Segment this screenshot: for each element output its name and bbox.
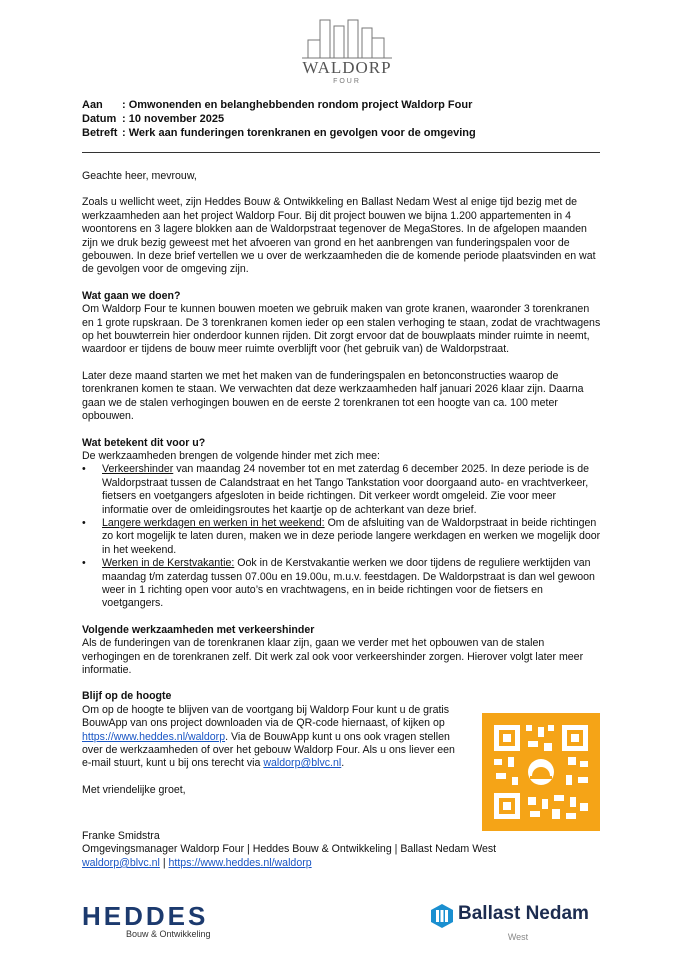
bouwapp-qr-code[interactable] [482, 713, 600, 831]
hinder-list [82, 463, 602, 610]
signature-email-link[interactable]: waldorp@blvc.nl [82, 856, 160, 869]
waldorp-four-logo [294, 18, 400, 90]
logo-subtitle: FOUR [333, 78, 361, 85]
header-value: : Omwonenden en belanghebbenden rondom project Waldorp Four [122, 99, 473, 111]
signatory-name: Franke Smidstra [82, 830, 160, 842]
contact-separator: | [159, 856, 169, 869]
heddes-wordmark: HEDDES [82, 901, 209, 931]
section-title-blijf-op-de-hoogte: Blijf op de hoogte [82, 690, 172, 703]
section-title-volgende-werkzaamheden: Volgende werkzaamheden met verkeershinder [82, 623, 315, 636]
header-row-aan [82, 98, 476, 112]
header-row-betreft [82, 126, 476, 140]
section-title-wat-gaan-we-doen: Wat gaan we doen? [82, 289, 181, 302]
list-item [102, 557, 602, 611]
salutation: Geachte heer, mevrouw, [82, 170, 197, 182]
list-item-text: Om de afsluiting van de Waldorpstraat in beide richtingen zo kort mogelijk te laten duren, maken we in deze periode langere werkdagen en werken we mogelijk door in het weekend. [102, 516, 601, 556]
section-intro: De werkzaamheden brengen de volgende hinder met zich mee: [82, 449, 380, 462]
logo-wordmark: WALDORP [302, 58, 392, 77]
list-item-text: Ook in de Kerstvakantie werken we door tijdens de reguliere werktijden van maandag t/m zaterdag tussen 07.00u en 19.00u, m.u.v. feestdagen. De Waldorpstraat is dan wel gewoon weer in 1 richting open voor auto’s en vrachtwagens, en in beide richtingen voor de fietsers en voetgangers. [102, 557, 595, 610]
list-item-label: Langere werkdagen en werken in het weekend: [102, 516, 325, 529]
signatory-role: Omgevingsmanager Waldorp Four | Heddes Bouw & Ontwikkeling | Ballast Nedam West [82, 843, 497, 856]
intro-paragraph: Zoals u wellicht weet, zijn Heddes Bouw & Ontwikkeling en Ballast Nedam West al enige tijd bezig met de werkzaamheden aan het project Waldorp Four. Bij dit project bouwen we bijna 1.200 appartementen in 4 woontorens en 3 lagere blokken aan de Waldorpstraat tegenover de MegaStores. In de afgelopen maanden zijn we druk bezig geweest met het afvoeren van grond en het aanbrengen van funderingspalen voor de gebouwen. In deze brief vertellen we u over de werkzaamheden die de komende periode plaatsvinden en wat de gevolgen voor de omgeving zijn. [82, 196, 596, 276]
bouwapp-text: . [341, 757, 345, 770]
list-item-label: Werken in de Kerstvakantie: [102, 557, 235, 570]
list-item [102, 517, 602, 557]
bouwapp-text: . Via de BouwApp kunt u ons ook vragen stellen over de werkzaamheden of over het gebouw Waldorp Four. Als u ons liever een e-mail stuurt, kunt u bij ons terecht via [82, 730, 455, 770]
letter-header [82, 98, 476, 140]
buildings-icon [294, 18, 400, 60]
heddes-subtitle: Bouw & Ontwikkeling [126, 929, 211, 939]
closing: Met vriendelijke groet, [82, 783, 186, 796]
header-divider [82, 152, 600, 153]
signature-block [82, 830, 496, 870]
website-link[interactable]: https://www.heddes.nl/waldorp [82, 730, 226, 743]
ballast-shield-icon [430, 903, 454, 929]
email-link[interactable]: waldorp@blvc.nl [263, 757, 342, 770]
header-value: : 10 november 2025 [122, 113, 225, 125]
list-item [102, 463, 602, 517]
section-title-wat-betekent-dit: Wat betekent dit voor u? [82, 436, 206, 449]
bouwapp-paragraph [82, 704, 462, 771]
heddes-logo [82, 903, 211, 939]
section-paragraph: Als de funderingen van de torenkranen klaar zijn, gaan we verder met het opbouwen van de stalen verhogingen en de torenkranen zelf. Dit werk zal ook voor verkeershinder zorgen. Hierover volgt later meer informatie. [82, 637, 584, 676]
qr-code-icon [482, 713, 600, 831]
section-paragraph: Om Waldorp Four te kunnen bouwen moeten we gebruik maken van grote kranen, waaronder 3 torenkranen en 1 grote rupskraan. De 3 torenkranen komen ieder op een stalen verhoging te staan, zodat de vrachtwagens op het bouwterrein hier onderdoor kunnen rijden. Dit zorgt ervoor dat de bouwplaats minder ruimte in neemt, waardoor er tijdens de bouw meer ruimte overblijft voor (het gebruik van) de Waldorpstraat. [82, 303, 601, 356]
signature-contacts [82, 857, 496, 870]
signature-website-link[interactable]: https://www.heddes.nl/waldorp [168, 856, 312, 869]
list-item-label: Verkeershinder [102, 463, 174, 476]
list-item-text: van maandag 24 november tot en met zaterdag 6 december 2025. In deze periode is de Waldorpstraat tussen de Calandstraat en het Tango Tankstation voor doorgaand auto- en vrachtverkeer, fietsers en voetgangers afgesloten in beide richtingen. Dit verkeer wordt omgeleid. Zie voor meer informatie over de omleidingsroutes het kaartje op de achterkant van deze brief. [102, 463, 590, 516]
header-key: Betreft [82, 127, 118, 139]
header-key: Datum [82, 113, 117, 125]
section-paragraph: Later deze maand starten we met het maken van de funderingspalen en betonconstructies waarop de torenkranen komen te staan. We verwachten dat deze werkzaamheden half januari 2026 klaar zijn. Daarna gaan we de stalen verhogingen bouwen en de eerste 2 torenkranen tot een hoogte van ca. 100 meter opbouwen. [82, 369, 584, 423]
header-key: Aan [82, 99, 103, 111]
bouwapp-text: Om op de hoogte te blijven van de voortgang bij Waldorp Four kunt u de gratis BouwApp van ons project downloaden via de QR-code hiernaast, of kijken op [82, 703, 450, 730]
ballast-wordmark: Ballast Nedam [458, 903, 589, 924]
header-value: : Werk aan funderingen torenkranen en gevolgen voor de omgeving [122, 127, 476, 139]
ballast-subtitle: West [507, 932, 529, 942]
header-row-datum [82, 112, 476, 126]
